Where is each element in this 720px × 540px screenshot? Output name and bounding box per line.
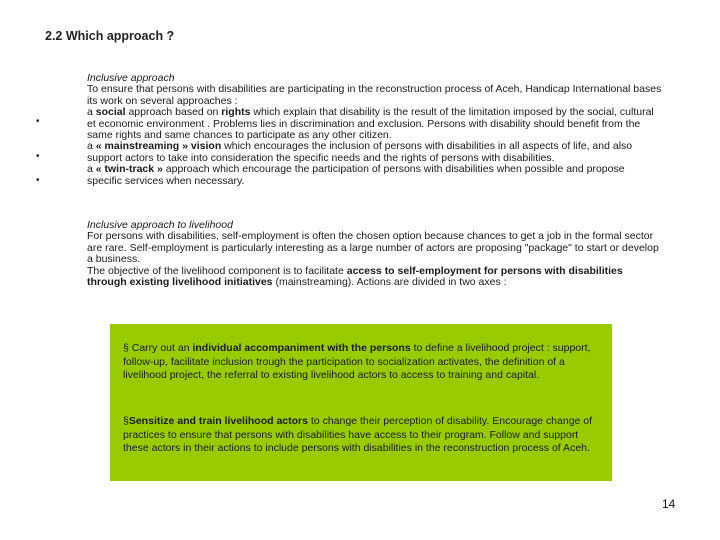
section-heading: Inclusive approach	[87, 72, 175, 84]
bullet-icon: •	[36, 175, 40, 186]
page-title: 2.2 Which approach ?	[45, 29, 175, 43]
page-number: 14	[662, 497, 676, 511]
axis-item: § Carry out an individual accompaniment with the persons to define a livelihood project : support, follow-up, facilitate inclusion trough the participation to socialization activates, the definition of a livelihood project, the referral to existing livelihood actors to access to training and capital.	[123, 342, 591, 382]
axis-item: §Sensitize and train livelihood actors to change their perception of disability. Encourage change of practices to ensure that persons with disabilities have access to their program. Follow and support these actors in their actions to include persons with disabilities in the reconstruction process of Aceh.	[123, 415, 593, 455]
list-item: a « mainstreaming » vision which encourages the inclusion of persons with disabilities in all aspects of life, and also support actors to take into consideration the specific needs and the rights of persons with disabilities.	[87, 140, 633, 164]
bullet-icon: •	[36, 116, 40, 127]
paragraph: The objective of the livelihood component is to facilitate access to self-employment for persons with disabilities through existing livelihood initiatives (mainstreaming). Actions are divided in two axes :	[87, 264, 623, 289]
livelihood-section	[87, 220, 662, 288]
section-marker-icon: §	[123, 342, 129, 354]
bullet-icon: •	[36, 151, 40, 162]
section-marker-icon: §	[123, 415, 129, 427]
list-item: a « twin-track » approach which encourage the participation of persons with disabilities when possible and propose specific services when necessary.	[87, 163, 625, 187]
section-intro: To ensure that persons with disabilities are participating in the reconstruction process of Aceh, Handicap International bases its work on several approaches :	[87, 83, 662, 107]
section-heading: Inclusive approach to livelihood	[87, 219, 233, 231]
list-item: a social approach based on rights which explain that disability is the result of the limitation imposed by the social, cultural et economic environment . Problems lies in discrimination and exclusion. Persons with disability should benefit from the same rights and same chances to participate as any other citizen.	[87, 106, 654, 142]
paragraph: For persons with disabilities, self-employment is often the chosen option because chances to get a job in the formal sector are rare. Self-employment is particularly interesting as a large number of actors are proposing "package" to start or develop a business.	[87, 230, 659, 266]
inclusive-approach-section	[87, 73, 662, 187]
